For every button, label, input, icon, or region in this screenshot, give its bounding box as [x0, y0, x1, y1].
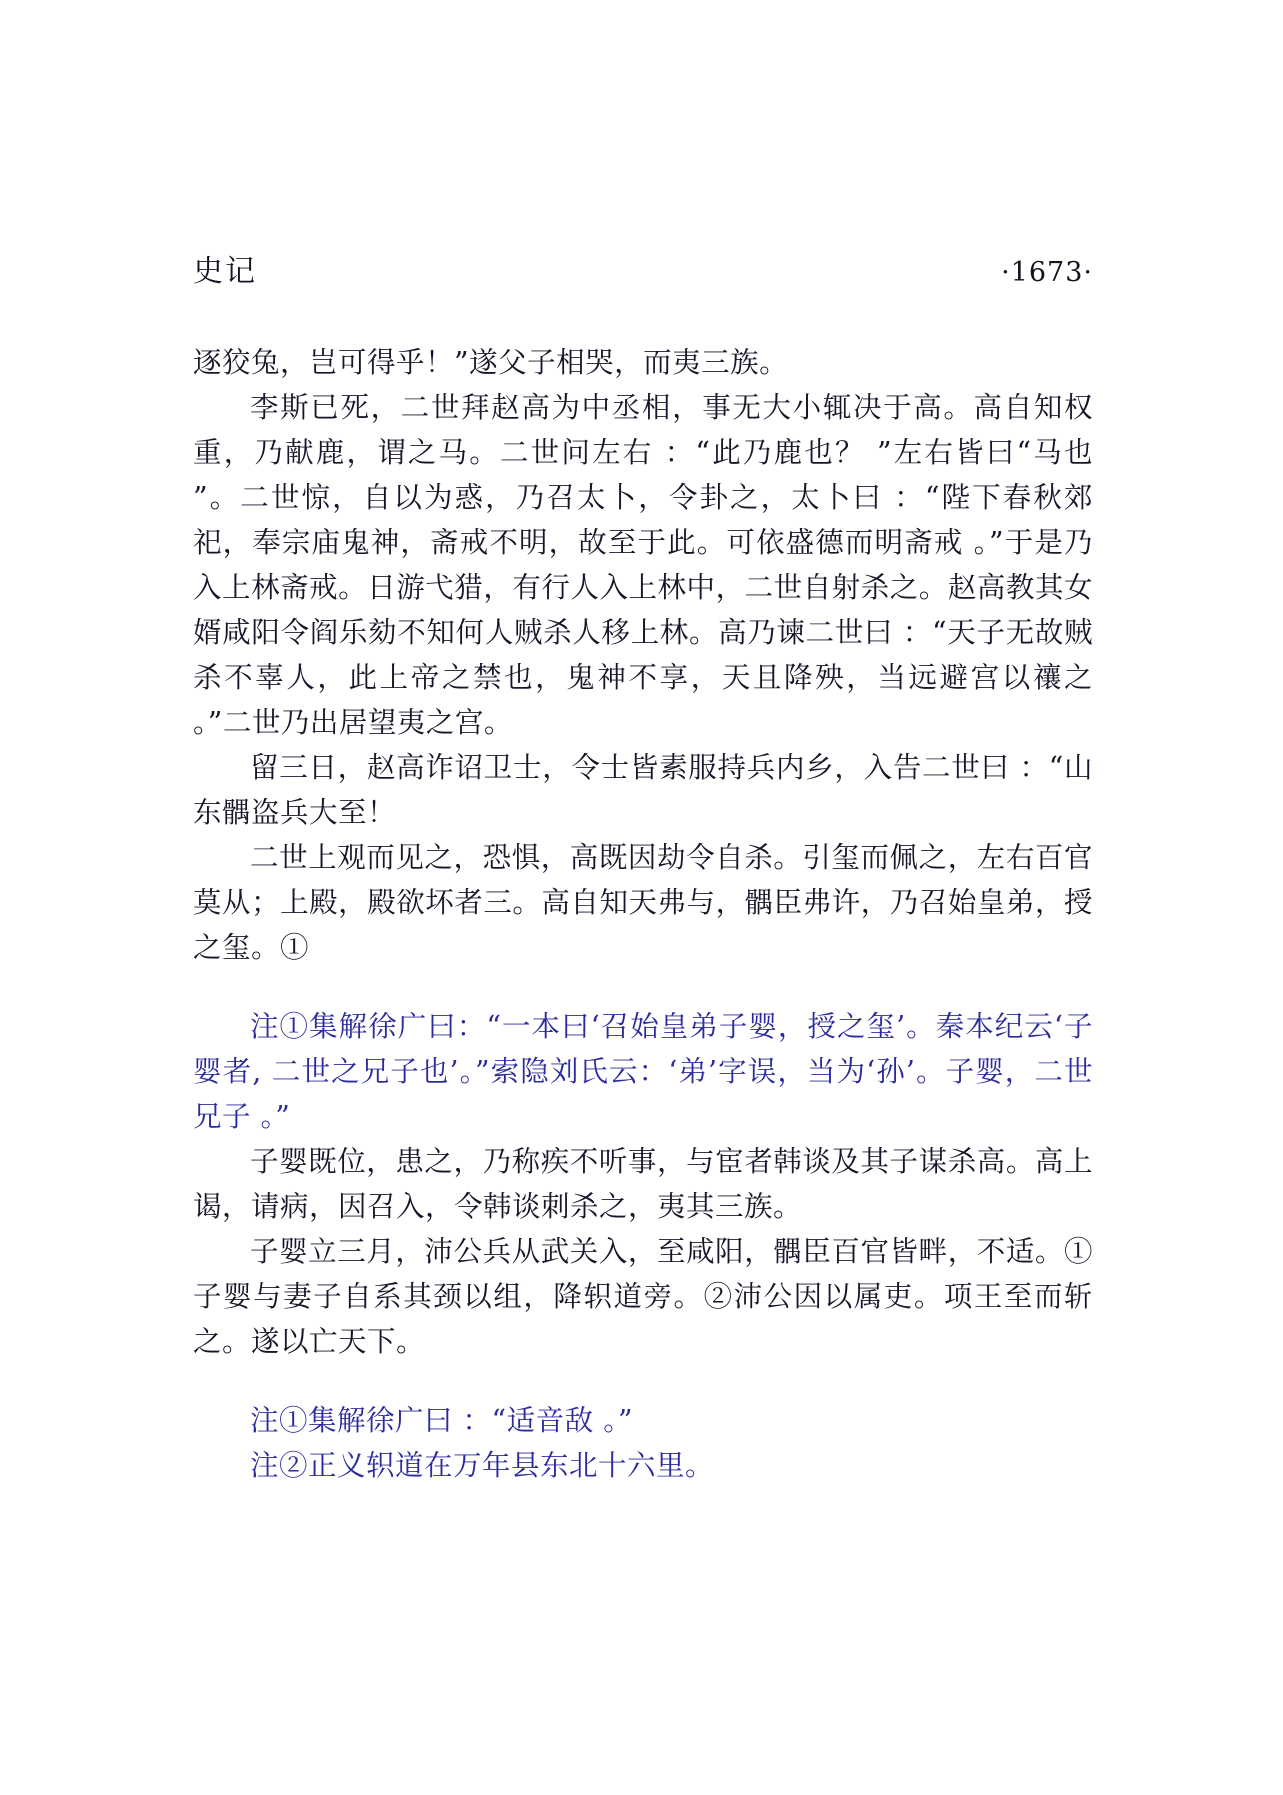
paragraph-opening: 逐狡兔，岂可得乎！”遂父子相哭，而夷三族。 — [193, 346, 789, 379]
annotation-group-2 — [193, 1398, 1093, 1488]
annotation-note-3: 注②正义轵道在万年县东北十六里。 — [250, 1449, 715, 1482]
paragraph-ershi-suicide: 二世上观而见之，恐惧，高既因劫令自杀。引玺而佩之，左右百官莫从；上殿，殿欲坏者三。高自知天弗与，髃臣弗许，乃召始皇弟，授之玺。① — [193, 841, 1093, 964]
paragraph-lisi-death: 李斯已死，二世拜赵高为中丞相，事无大小辄决于高。高自知权重，乃献鹿，谓之马。二世问左右 ：“此乃鹿也？ ”左右皆曰“马也 ”。二世惊，自以为惑，乃召太卜，令卦之，太卜曰 ：“陛下春秋郊祀，奉宗庙鬼神，斋戒不明，故至于此。可依盛德而明斋戒 。”于是乃入上林斋戒。日游弋猎，有行人入上林中，二世自射杀之。赵高教其女婿咸阳令阎乐劾不知何人贼杀人移上林。高乃谏二世曰 ：“天子无故贼杀不辜人，此上帝之禁也，鬼神不享，天且降殃，当远避宫以禳之 。”二世乃出居望夷之宫。 — [193, 391, 1093, 739]
annotation-note-2: 注①集解徐广曰 ：“适音敌 。” — [250, 1404, 634, 1437]
main-text-body — [193, 340, 1093, 1488]
paragraph-three-days: 留三日，赵高诈诏卫士，令士皆素服持兵内乡，入告二世曰 ：“山东髃盗兵大至！ — [193, 751, 1093, 829]
page-content — [193, 246, 1093, 1488]
paragraph-ziying-throne: 子婴既位，患之，乃称疾不听事，与宦者韩谈及其子谋杀高。高上谒，请病，因召入，令韩谈刺杀之，夷其三族。 — [193, 1145, 1093, 1223]
page-header — [193, 246, 1093, 290]
annotation-group-1 — [193, 1004, 1093, 1139]
paragraph-ziying-surrender: 子婴立三月，沛公兵从武关入，至咸阳，髃臣百官皆畔，不适。①子婴与妻子自系其颈以组，降轵道旁。②沛公因以属吏。项王至而斩之。遂以亡天下。 — [193, 1235, 1093, 1358]
annotation-note-1: 注①集解徐广曰：“一本曰‘召始皇弟子婴，授之玺’。秦本纪云‘子婴者, 二世之兄子也’。”索隐刘氏云：‘弟’字误，当为‘孙’。子婴，二世兄子 。” — [193, 1010, 1093, 1133]
book-title: 史记 — [193, 254, 257, 289]
page-number: ·1673· — [1001, 257, 1093, 288]
